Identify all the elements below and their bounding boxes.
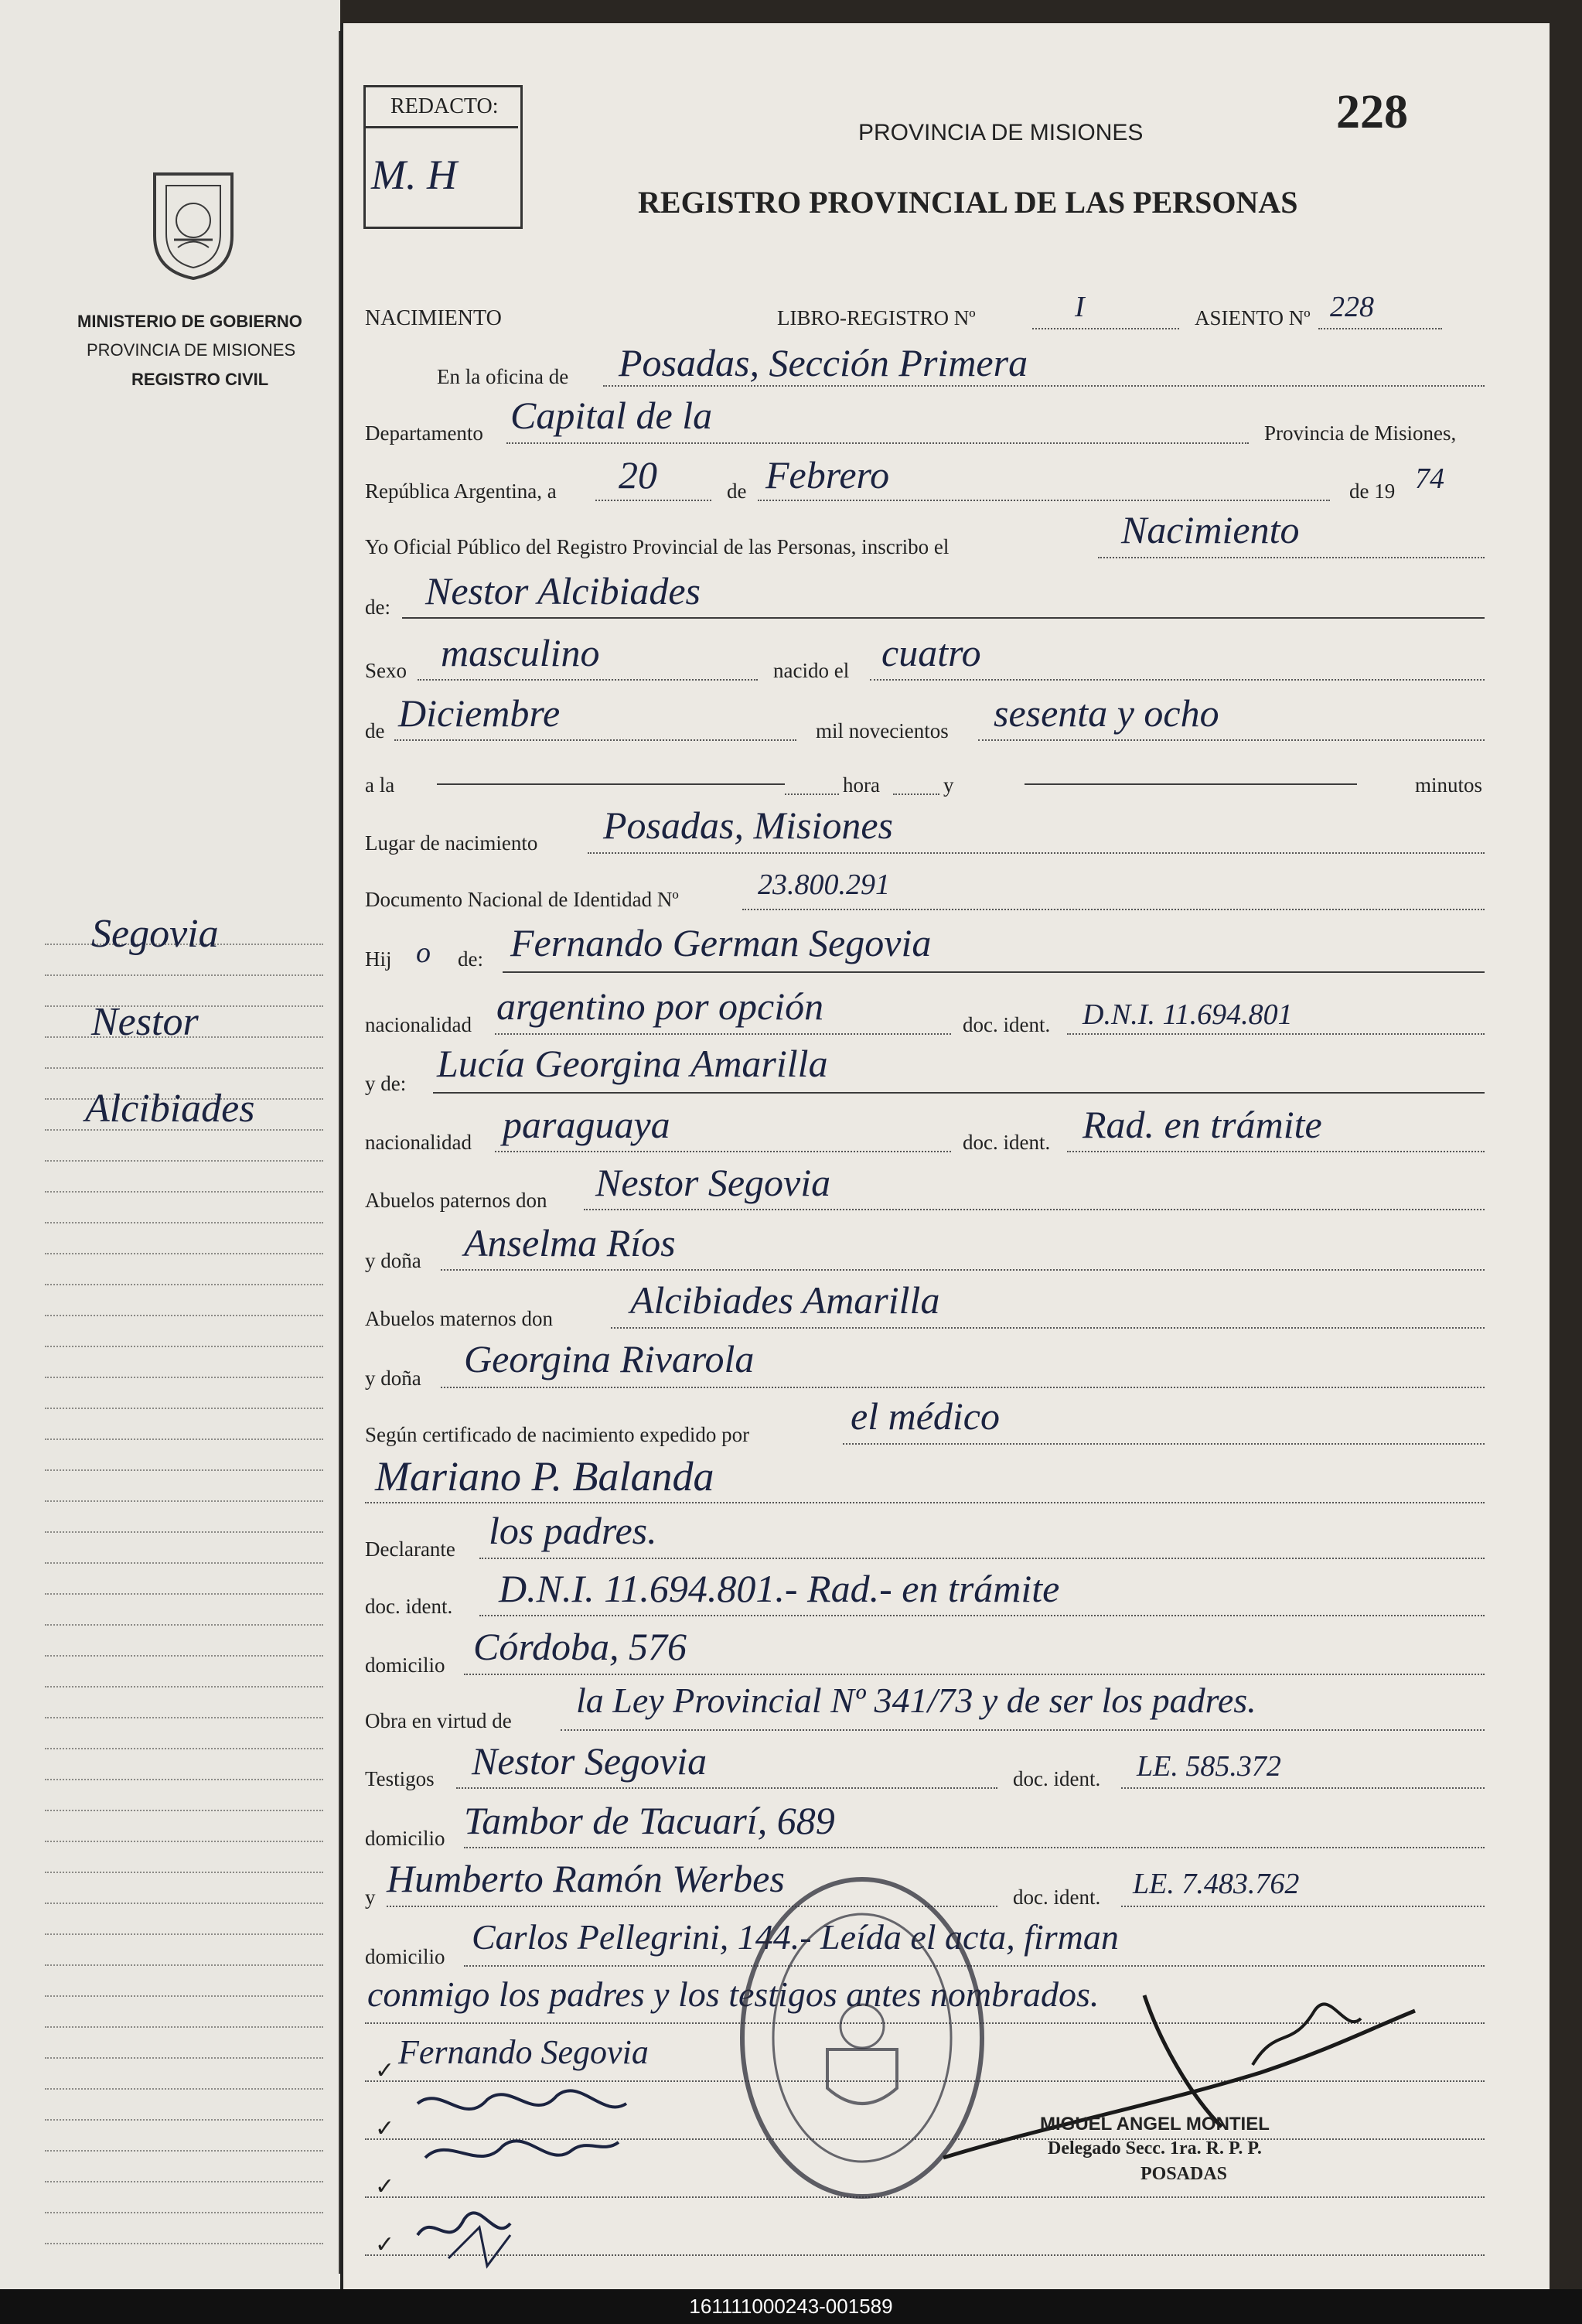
anio-nac-line <box>978 739 1485 741</box>
handwritten-signatures-icon <box>371 2080 696 2289</box>
margin-ruled-line <box>45 1469 323 1471</box>
margin-note-name2: Alcibiades <box>85 1087 255 1131</box>
inscribo-line <box>1098 557 1485 558</box>
ala-label: a la <box>365 773 395 797</box>
hora-label: hora <box>843 773 880 797</box>
mes-nac-value: Diciembre <box>398 691 561 735</box>
nombre-value: Nestor Alcibiades <box>425 569 701 613</box>
dom-t1-line <box>464 1847 1485 1848</box>
doc-padre-value: D.N.I. 11.694.801 <box>1083 998 1293 1031</box>
margin-ruled-line <box>45 1438 323 1440</box>
nombre-line <box>402 617 1485 619</box>
ydona-m-label: y doña <box>365 1367 421 1390</box>
medico-value: Mariano P. Balanda <box>375 1453 714 1500</box>
obra-line <box>561 1729 1485 1731</box>
certificado-line <box>843 1443 1485 1445</box>
province-seal-icon <box>139 162 247 286</box>
libro-value: I <box>1075 291 1085 323</box>
certificado-label: Según certificado de nacimiento expedido por <box>365 1423 750 1446</box>
margin-ruled-line <box>45 2088 323 2090</box>
y-label2: y <box>365 1885 376 1909</box>
closing-value: conmigo los padres y los testigos antes nombrados. <box>367 1974 1100 2014</box>
mes-line <box>758 500 1330 501</box>
departamento-line <box>506 442 1249 444</box>
dom-t1-value: Tambor de Tacuarí, 689 <box>464 1799 835 1842</box>
declarante-label: Declarante <box>365 1537 455 1561</box>
official-name: MIGUEL ANGEL MONTIEL <box>1040 2114 1270 2135</box>
dni-line <box>742 909 1485 910</box>
doc-t1-line <box>1121 1787 1485 1789</box>
signature-father: Fernando Segovia <box>398 2033 649 2071</box>
redacto-label: REDACTO: <box>390 94 499 118</box>
margin-ruled-line <box>45 974 323 976</box>
doc-t1-label: doc. ident. <box>1013 1767 1101 1790</box>
sexo-label: Sexo <box>365 659 407 682</box>
libro-label: LIBRO-REGISTRO Nº <box>777 306 976 329</box>
oficina-label: En la oficina de <box>437 365 569 388</box>
abuelo-p-line <box>584 1209 1485 1210</box>
hijo-de-label: de: <box>458 947 483 971</box>
margin-ruled-line <box>45 1160 323 1162</box>
margin-ruled-line <box>45 1624 323 1626</box>
doc-t1-value: LE. 585.372 <box>1137 1750 1281 1783</box>
nac-madre-label: nacionalidad <box>365 1131 472 1154</box>
abuelo-p-value: Nestor Segovia <box>595 1161 831 1204</box>
abuela-p-value: Anselma Ríos <box>464 1221 676 1264</box>
dom-t2-value: Carlos Pellegrini, 144.- Leída el acta, firman <box>472 1917 1119 1957</box>
sig-mark-4: ✓ <box>375 2232 395 2257</box>
margin-ruled-line <box>45 1686 323 1688</box>
margin-ruled-line <box>45 1067 323 1069</box>
madre-line <box>433 1092 1485 1094</box>
dia-line <box>595 500 711 501</box>
margin-note-name1: Nestor <box>91 1000 199 1044</box>
ministry-line1: MINISTERIO DE GOBIERNO <box>77 312 302 331</box>
sexo-line <box>418 679 758 681</box>
oficina-line <box>603 385 1485 387</box>
margin-ruled-line <box>45 1717 323 1718</box>
doc-decl-label: doc. ident. <box>365 1595 453 1618</box>
doc-decl-line <box>479 1615 1485 1616</box>
doc-t2-value: LE. 7.483.762 <box>1133 1868 1300 1900</box>
page-number: 228 <box>1336 86 1408 138</box>
province-header: PROVINCIA DE MISIONES <box>858 120 1144 145</box>
margin-ruled-line <box>45 2057 323 2059</box>
margin-ruled-line <box>45 1284 323 1285</box>
margin-ruled-line <box>45 2026 323 2028</box>
oficina-value: Posadas, Sección Primera <box>619 341 1028 384</box>
sig-mark-1: ✓ <box>375 2058 395 2083</box>
provincia-label: Provincia de Misiones, <box>1264 421 1457 445</box>
de-label3: de <box>365 719 385 742</box>
asiento-value: 228 <box>1330 291 1374 323</box>
margin-ruled-line <box>45 2212 323 2213</box>
margin-ruled-line <box>45 1655 323 1657</box>
margin-note-surname: Segovia <box>91 912 219 956</box>
obra-label: Obra en virtud de <box>365 1709 512 1732</box>
ministry-line2: PROVINCIA DE MISIONES <box>87 340 296 360</box>
abuela-m-value: Georgina Rivarola <box>464 1337 755 1380</box>
registry-title: REGISTRO PROVINCIAL DE LAS PERSONAS <box>638 185 1298 220</box>
anio-nac-value: sesenta y ocho <box>994 691 1219 735</box>
margin-ruled-line <box>45 1222 323 1223</box>
doc-t2-label: doc. ident. <box>1013 1885 1101 1909</box>
abuela-p-line <box>441 1269 1485 1271</box>
abuelo-m-line <box>611 1327 1485 1329</box>
abuela-m-line <box>441 1387 1485 1388</box>
ydona-p-label: y doña <box>365 1249 421 1272</box>
doc-padre-line <box>1067 1033 1485 1035</box>
y-label: y <box>943 773 954 797</box>
asiento-line <box>1318 328 1442 329</box>
margin-ruled-line <box>45 2181 323 2182</box>
testigo2-value: Humberto Ramón Werbes <box>387 1857 785 1900</box>
margin-ruled-line <box>45 1748 323 1749</box>
doc-decl-value: D.N.I. 11.694.801.- Rad.- en trámite <box>499 1567 1060 1610</box>
lugar-label: Lugar de nacimiento <box>365 831 538 855</box>
redacto-divider <box>363 126 518 128</box>
nacido-value: cuatro <box>881 631 981 674</box>
margin-ruled-line <box>45 1810 323 1811</box>
libro-line <box>1032 328 1179 329</box>
ministry-line3: REGISTRO CIVIL <box>131 370 269 389</box>
domicilio-label: domicilio <box>365 1653 445 1677</box>
hijo-label: Hij <box>365 947 392 971</box>
margin-ruled-line <box>45 1191 323 1193</box>
margin-ruled-line <box>45 2243 323 2244</box>
nacido-line <box>870 679 1485 681</box>
de-anio-label: de 19 <box>1349 479 1396 503</box>
margin-ruled-line <box>45 1346 323 1347</box>
padre-value: Fernando German Segovia <box>510 921 932 964</box>
lugar-line <box>588 852 1485 854</box>
medico-line <box>365 1502 1485 1503</box>
domicilio-line <box>464 1674 1485 1675</box>
margin-ruled-line <box>45 2150 323 2152</box>
abuelos-p-label: Abuelos paternos don <box>365 1189 547 1212</box>
departamento-value: Capital de la <box>510 394 713 437</box>
mes-nac-line <box>394 739 796 741</box>
margin-ruled-line <box>45 1593 323 1595</box>
dom-t1-label: domicilio <box>365 1827 445 1850</box>
sig-mark-2: ✓ <box>375 2116 395 2141</box>
mil-label: mil novecientos <box>816 719 949 742</box>
abuelo-m-value: Alcibiades Amarilla <box>630 1278 940 1322</box>
sig-mark-3: ✓ <box>375 2174 395 2199</box>
margin-ruled-line <box>45 1562 323 1564</box>
left-page-border <box>14 31 341 2274</box>
certificado-value: el médico <box>851 1394 1000 1438</box>
testigo1-line <box>456 1787 997 1789</box>
domicilio-value: Córdoba, 576 <box>473 1625 687 1668</box>
madre-value: Lucía Georgina Amarilla <box>437 1042 828 1085</box>
margin-ruled-line <box>45 1531 323 1533</box>
republica-label: República Argentina, a <box>365 479 557 503</box>
margin-ruled-line <box>45 2119 323 2121</box>
padre-line <box>503 971 1485 973</box>
nacido-label: nacido el <box>773 659 850 682</box>
nac-madre-line <box>495 1151 951 1152</box>
doc-madre-value: Rad. en trámite <box>1083 1103 1322 1146</box>
margin-ruled-line <box>45 1964 323 1966</box>
nac-padre-line <box>495 1033 951 1035</box>
nac-madre-value: paraguaya <box>503 1103 670 1146</box>
nac-padre-value: argentino por opción <box>496 985 824 1028</box>
nac-padre-label: nacionalidad <box>365 1013 472 1036</box>
testigo1-value: Nestor Segovia <box>472 1739 707 1783</box>
testigos-label: Testigos <box>365 1767 435 1790</box>
margin-ruled-line <box>45 1933 323 1935</box>
doc-madre-label: doc. ident. <box>963 1131 1051 1154</box>
abuelos-m-label: Abuelos maternos don <box>365 1307 553 1330</box>
official-city: POSADAS <box>1140 2164 1228 2184</box>
dia-value: 20 <box>619 453 657 497</box>
anio-value: 74 <box>1415 462 1444 495</box>
declarante-value: los padres. <box>489 1509 657 1552</box>
obra-value: la Ley Provincial Nº 341/73 y de ser los padres. <box>576 1681 1256 1720</box>
document-id-footer: 161111000243-001589 <box>0 2289 1582 2324</box>
hora-dots2 <box>893 793 939 795</box>
minutos-line <box>1025 783 1357 785</box>
doc-t2-line <box>1121 1906 1485 1907</box>
mes-value: Febrero <box>765 453 890 497</box>
margin-ruled-line <box>45 1408 323 1409</box>
asiento-label: ASIENTO Nº <box>1195 306 1311 329</box>
de-label2: de: <box>365 596 390 619</box>
yde-label: y de: <box>365 1072 407 1095</box>
inscribo-value: Nacimiento <box>1121 508 1300 551</box>
hijo-suffix: o <box>416 937 431 969</box>
hora-dots <box>785 793 839 795</box>
margin-ruled-line <box>45 1253 323 1254</box>
yo-oficial-label: Yo Oficial Público del Registro Provincial de las Personas, inscribo el <box>365 535 950 558</box>
margin-ruled-line <box>45 1315 323 1316</box>
margin-ruled-line <box>45 1779 323 1780</box>
hora-line <box>437 783 785 785</box>
official-role: Delegado Secc. 1ra. R. P. P. <box>1048 2138 1262 2158</box>
dni-label: Documento Nacional de Identidad Nº <box>365 888 679 911</box>
margin-ruled-line <box>45 1500 323 1502</box>
margin-ruled-line <box>45 1872 323 1873</box>
departamento-label: Departamento <box>365 421 483 445</box>
minutos-label: minutos <box>1415 773 1483 797</box>
margin-ruled-line <box>45 1377 323 1378</box>
sexo-value: masculino <box>441 631 600 674</box>
lugar-value: Posadas, Misiones <box>603 804 893 847</box>
margin-ruled-line <box>45 1995 323 1997</box>
redacto-value: M. H <box>371 152 457 198</box>
dni-value: 23.800.291 <box>758 869 890 901</box>
nacimiento-label: NACIMIENTO <box>365 306 502 330</box>
dom-t2-label: domicilio <box>365 1945 445 1968</box>
doc-madre-line <box>1067 1151 1485 1152</box>
margin-ruled-line <box>45 1841 323 1842</box>
doc-padre-label: doc. ident. <box>963 1013 1051 1036</box>
de-label: de <box>727 479 747 503</box>
margin-ruled-line <box>45 1903 323 1904</box>
declarante-line <box>479 1558 1485 1559</box>
